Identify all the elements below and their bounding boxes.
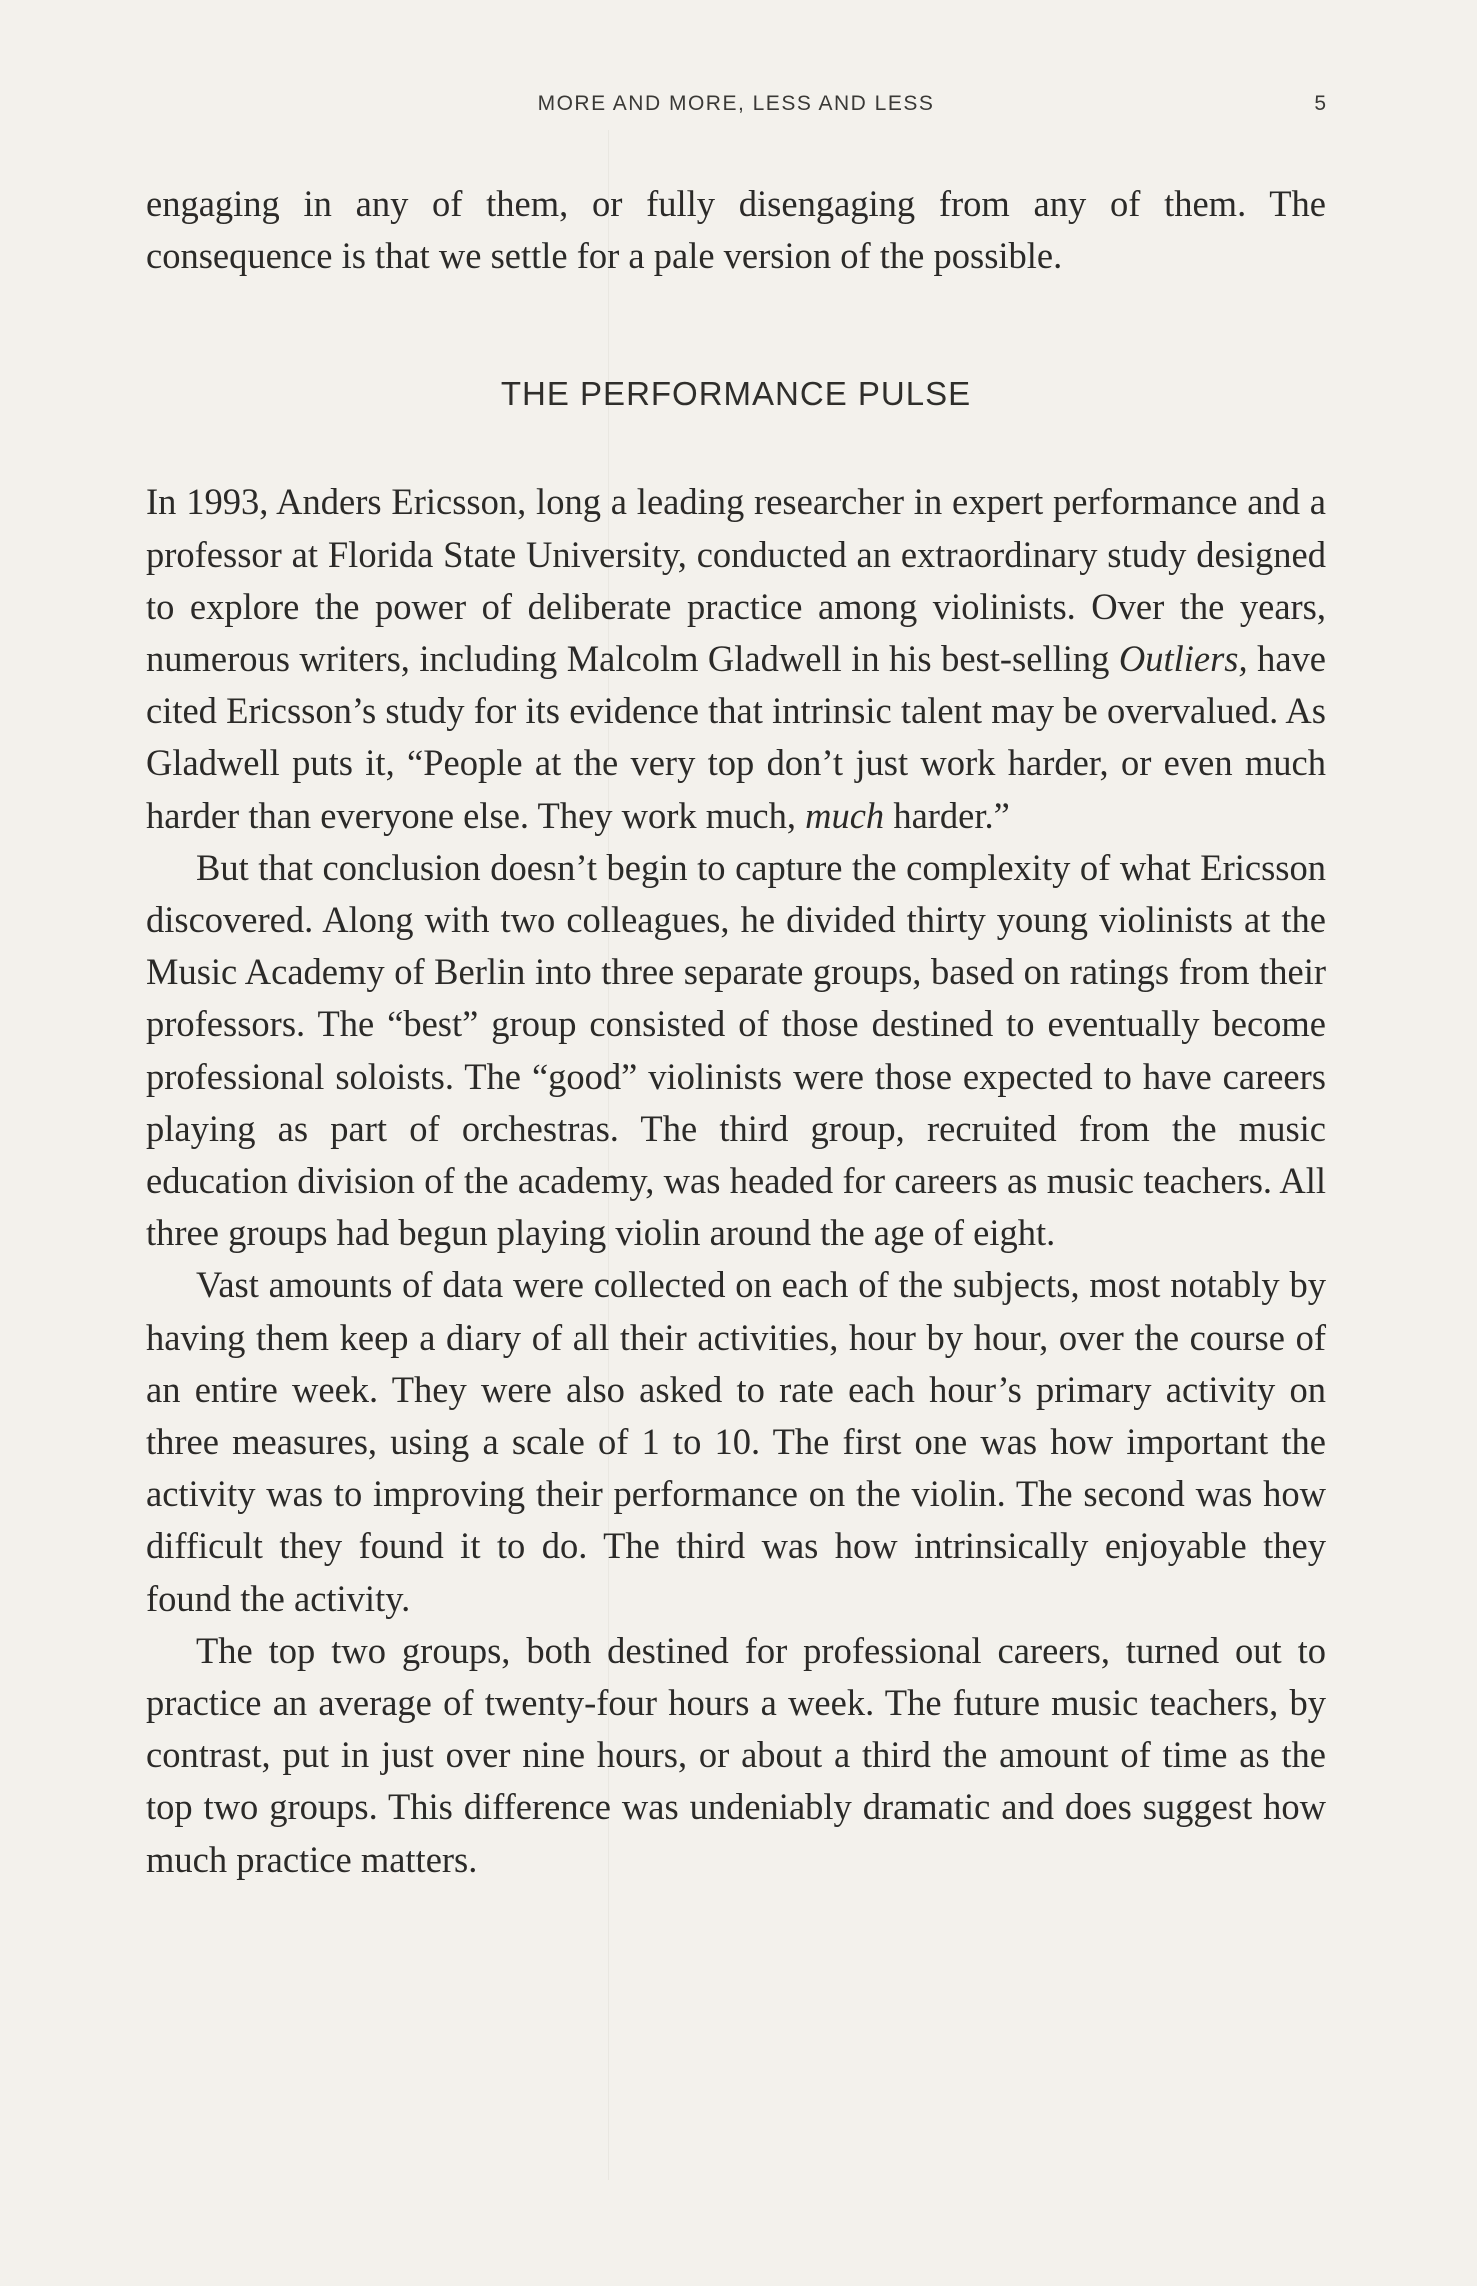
paragraph-1-text-a: In 1993, Anders Ericsson, long a leading researcher in expert performance and a professor at Florida State University, conducted an extraordinary study designed to explore the power of deliberate practice among violinists. Over the years, numerous writers, including Malcolm Gladwell in his best-selling	[146, 481, 1326, 680]
section-heading: THE PERFORMANCE PULSE	[500, 375, 972, 413]
paragraph-1-text-c: harder.”	[884, 794, 1010, 836]
running-head-title: MORE AND MORE, LESS AND LESS	[537, 92, 935, 115]
paragraph-3: Vast amounts of data were collected on each of the subjects, most notably by having them keep a diary of all their activities, hour by hour, over the course of an entire week. They were also asked to rate each hour’s primary activity on three measures, using a scale of 1 to 10. The first one was how important the activity was to improving their performance on the violin. The second was how difficult they found it to do. The third was how intrinsically enjoyable they found the activity.	[146, 1264, 1326, 1619]
running-head	[146, 92, 1326, 122]
paragraph-4: The top two groups, both destined for professional careers, turned out to practice an average of twenty-four hours a week. The future music teachers, by contrast, put in just over nine hours, or about a third the amount of time as the top two groups. This difference was undeniably dramatic and does suggest how much practice matters.	[146, 1629, 1326, 1880]
page-number: 5	[1314, 92, 1326, 115]
emphasis-much: much	[805, 794, 885, 836]
continued-paragraph: engaging in any of them, or fully disengaging from any of them. The consequence is that we settle for a pale version of the possible.	[146, 183, 1326, 277]
paragraph-1-text-b: have cited Ericsson’s study for its evidence that intrinsic talent may be overvalued. As Gladwell puts it, “People at the very top don’t just work harder, or even much harder than everyone else. They work much,	[146, 638, 1327, 836]
body-text	[146, 178, 1326, 1886]
book-title-outliers: Outliers,	[1118, 638, 1248, 680]
paragraph-2: But that conclusion doesn’t begin to capture the complexity of what Ericsson discovered. Along with two colleagues, he divided thirty young violinists at the Music Academy of Berlin into three separate groups, based on ratings from their professors. The “best” group consisted of those destined to eventually become professional soloists. The “good” violinists were those expected to have careers playing as part of orchestras. The third group, recruited from the music education division of the academy, was headed for careers as music teachers. All three groups had begun playing violin around the age of eight.	[146, 846, 1326, 1254]
paragraph-1	[146, 476, 1326, 841]
